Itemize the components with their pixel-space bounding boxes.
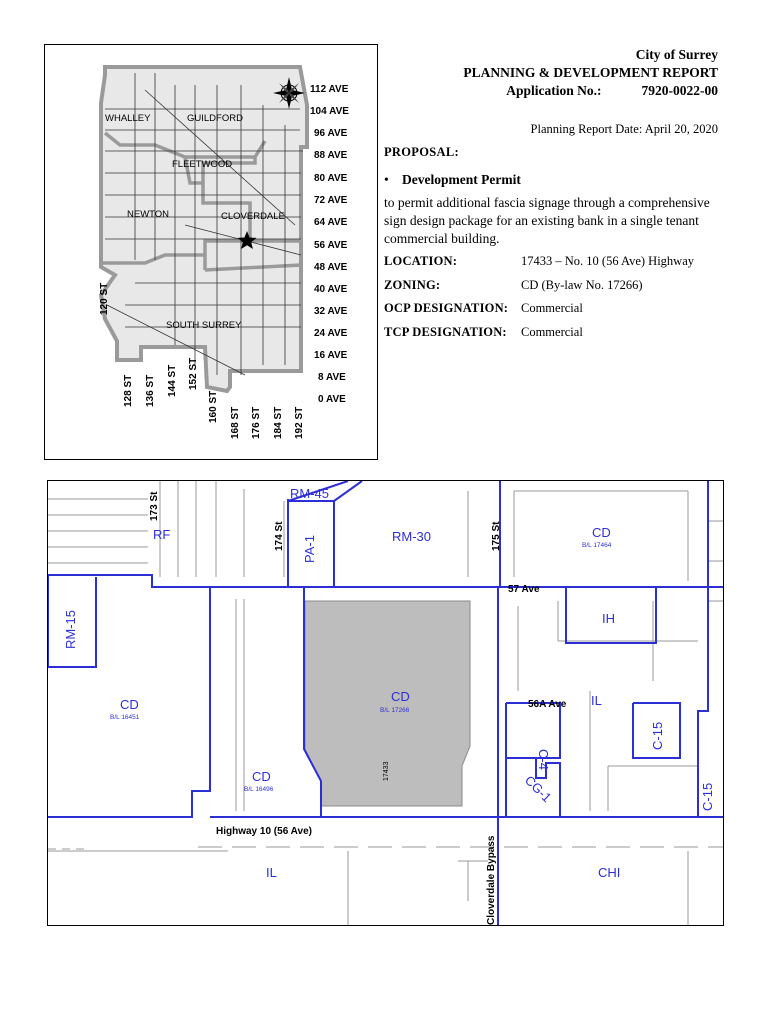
svg-text:152 ST: 152 ST <box>188 357 199 390</box>
proposal-item-label: Development Permit <box>402 172 521 187</box>
zone-label: RM-45 <box>290 486 330 501</box>
proposal-section <box>384 145 714 248</box>
detail-key: TCP DESIGNATION: <box>384 324 507 339</box>
zone-label: CD <box>252 769 271 784</box>
detail-value: 17433 – No. 10 (56 Ave) Highway <box>521 254 695 268</box>
svg-text:96 AVE: 96 AVE <box>314 128 348 139</box>
zoning-map <box>47 480 724 926</box>
zone-label: IL <box>266 865 277 880</box>
svg-text:0 AVE: 0 AVE <box>318 394 346 405</box>
district-label: NEWTON <box>127 209 170 220</box>
zone-label: C-15 <box>650 721 665 750</box>
district-label: GUILDFORD <box>187 113 243 124</box>
application-line <box>384 82 718 100</box>
zoning-map-graphic <box>48 481 724 926</box>
zone-label: C-4 <box>536 749 551 770</box>
zone-label: RF <box>153 527 171 542</box>
street-label: 174 St <box>274 521 285 551</box>
street-label: Cloverdale Bypass <box>486 835 497 925</box>
bullet-icon: • <box>384 172 389 187</box>
zone-label: IL <box>591 693 602 708</box>
svg-text:40 AVE: 40 AVE <box>314 284 348 295</box>
detail-value: CD (By-law No. 17266) <box>521 277 643 292</box>
application-number: 7920-0022-00 <box>641 83 718 98</box>
district-label: CLOVERDALE <box>221 211 285 222</box>
svg-text:80 AVE: 80 AVE <box>314 173 348 184</box>
street-label: 173 St <box>149 491 160 521</box>
key-map <box>44 44 378 460</box>
svg-text:88 AVE: 88 AVE <box>314 150 348 161</box>
svg-text:8 AVE: 8 AVE <box>318 372 346 383</box>
zone-label: RM-30 <box>392 529 432 544</box>
svg-text:176 ST: 176 ST <box>251 406 262 439</box>
district-label: FLEETWOOD <box>172 159 233 170</box>
svg-text:184 ST: 184 ST <box>273 406 284 439</box>
zone-label: IH <box>602 611 615 626</box>
subject-address-label: 17433 <box>383 761 390 781</box>
detail-value: Commercial <box>521 301 583 315</box>
svg-text:64 AVE: 64 AVE <box>314 217 348 228</box>
svg-text:168 ST: 168 ST <box>230 406 241 439</box>
svg-text:24 AVE: 24 AVE <box>314 328 348 339</box>
bylaw-label: B/L 17464 <box>582 542 612 549</box>
svg-text:56 AVE: 56 AVE <box>314 240 348 251</box>
svg-text:136 ST: 136 ST <box>145 374 156 407</box>
zone-label: CHI <box>598 865 621 880</box>
street-label: Highway 10 (56 Ave) <box>216 826 312 837</box>
zone-label: CD <box>120 697 139 712</box>
zone-label: CD <box>391 689 410 704</box>
detail-value: Commercial <box>521 324 583 339</box>
zone-label: CD <box>592 525 611 540</box>
svg-text:104 AVE: 104 AVE <box>310 106 349 117</box>
report-date: Planning Report Date: April 20, 2020 <box>530 122 718 136</box>
detail-row-location <box>384 254 724 278</box>
svg-text:16 AVE: 16 AVE <box>314 350 348 361</box>
proposal-item <box>384 172 714 188</box>
bylaw-label: B/L 16496 <box>244 786 274 793</box>
bylaw-label: B/L 16451 <box>110 714 140 721</box>
zone-label: C-15 <box>700 782 715 811</box>
zone-label: PA-1 <box>302 535 317 563</box>
report-title: PLANNING & DEVELOPMENT REPORT <box>463 65 718 80</box>
svg-text:32 AVE: 32 AVE <box>314 306 348 317</box>
district-label: WHALLEY <box>105 113 151 124</box>
street-label: 56A Ave <box>528 699 567 710</box>
proposal-heading: PROPOSAL: <box>384 145 459 159</box>
report-header <box>384 46 718 100</box>
city-name: City of Surrey <box>635 47 718 62</box>
svg-text:72 AVE: 72 AVE <box>314 195 348 206</box>
key-map-graphic <box>45 45 379 461</box>
svg-text:144 ST: 144 ST <box>167 364 178 397</box>
svg-text:192 ST: 192 ST <box>294 406 305 439</box>
zone-label: CG-1 <box>521 772 555 806</box>
district-label: SOUTH SURREY <box>166 320 242 331</box>
svg-text:48 AVE: 48 AVE <box>314 262 348 273</box>
application-label: Application No.: <box>506 83 602 98</box>
svg-text:128 ST: 128 ST <box>123 374 134 407</box>
detail-row-tcp <box>384 325 724 349</box>
proposal-description: to permit additional fascia signage through a comprehensive sign design package for an existing bank in a single tenant commercial building. <box>384 195 710 246</box>
street-label: 175 St <box>491 521 502 551</box>
svg-text:160 ST: 160 ST <box>208 390 219 423</box>
svg-text:120 ST: 120 ST <box>99 282 110 315</box>
detail-row-ocp <box>384 301 724 325</box>
detail-key: OCP DESIGNATION: <box>384 301 509 315</box>
zone-label: RM-15 <box>63 609 78 649</box>
detail-key: ZONING: <box>384 277 441 292</box>
street-label: 57 Ave <box>508 584 540 595</box>
avenue-labels <box>310 84 349 405</box>
svg-text:112 AVE: 112 AVE <box>310 84 349 95</box>
detail-key: LOCATION: <box>384 254 458 268</box>
bylaw-label: B/L 17266 <box>380 707 410 714</box>
detail-row-zoning <box>384 278 724 302</box>
details-table <box>384 254 724 348</box>
